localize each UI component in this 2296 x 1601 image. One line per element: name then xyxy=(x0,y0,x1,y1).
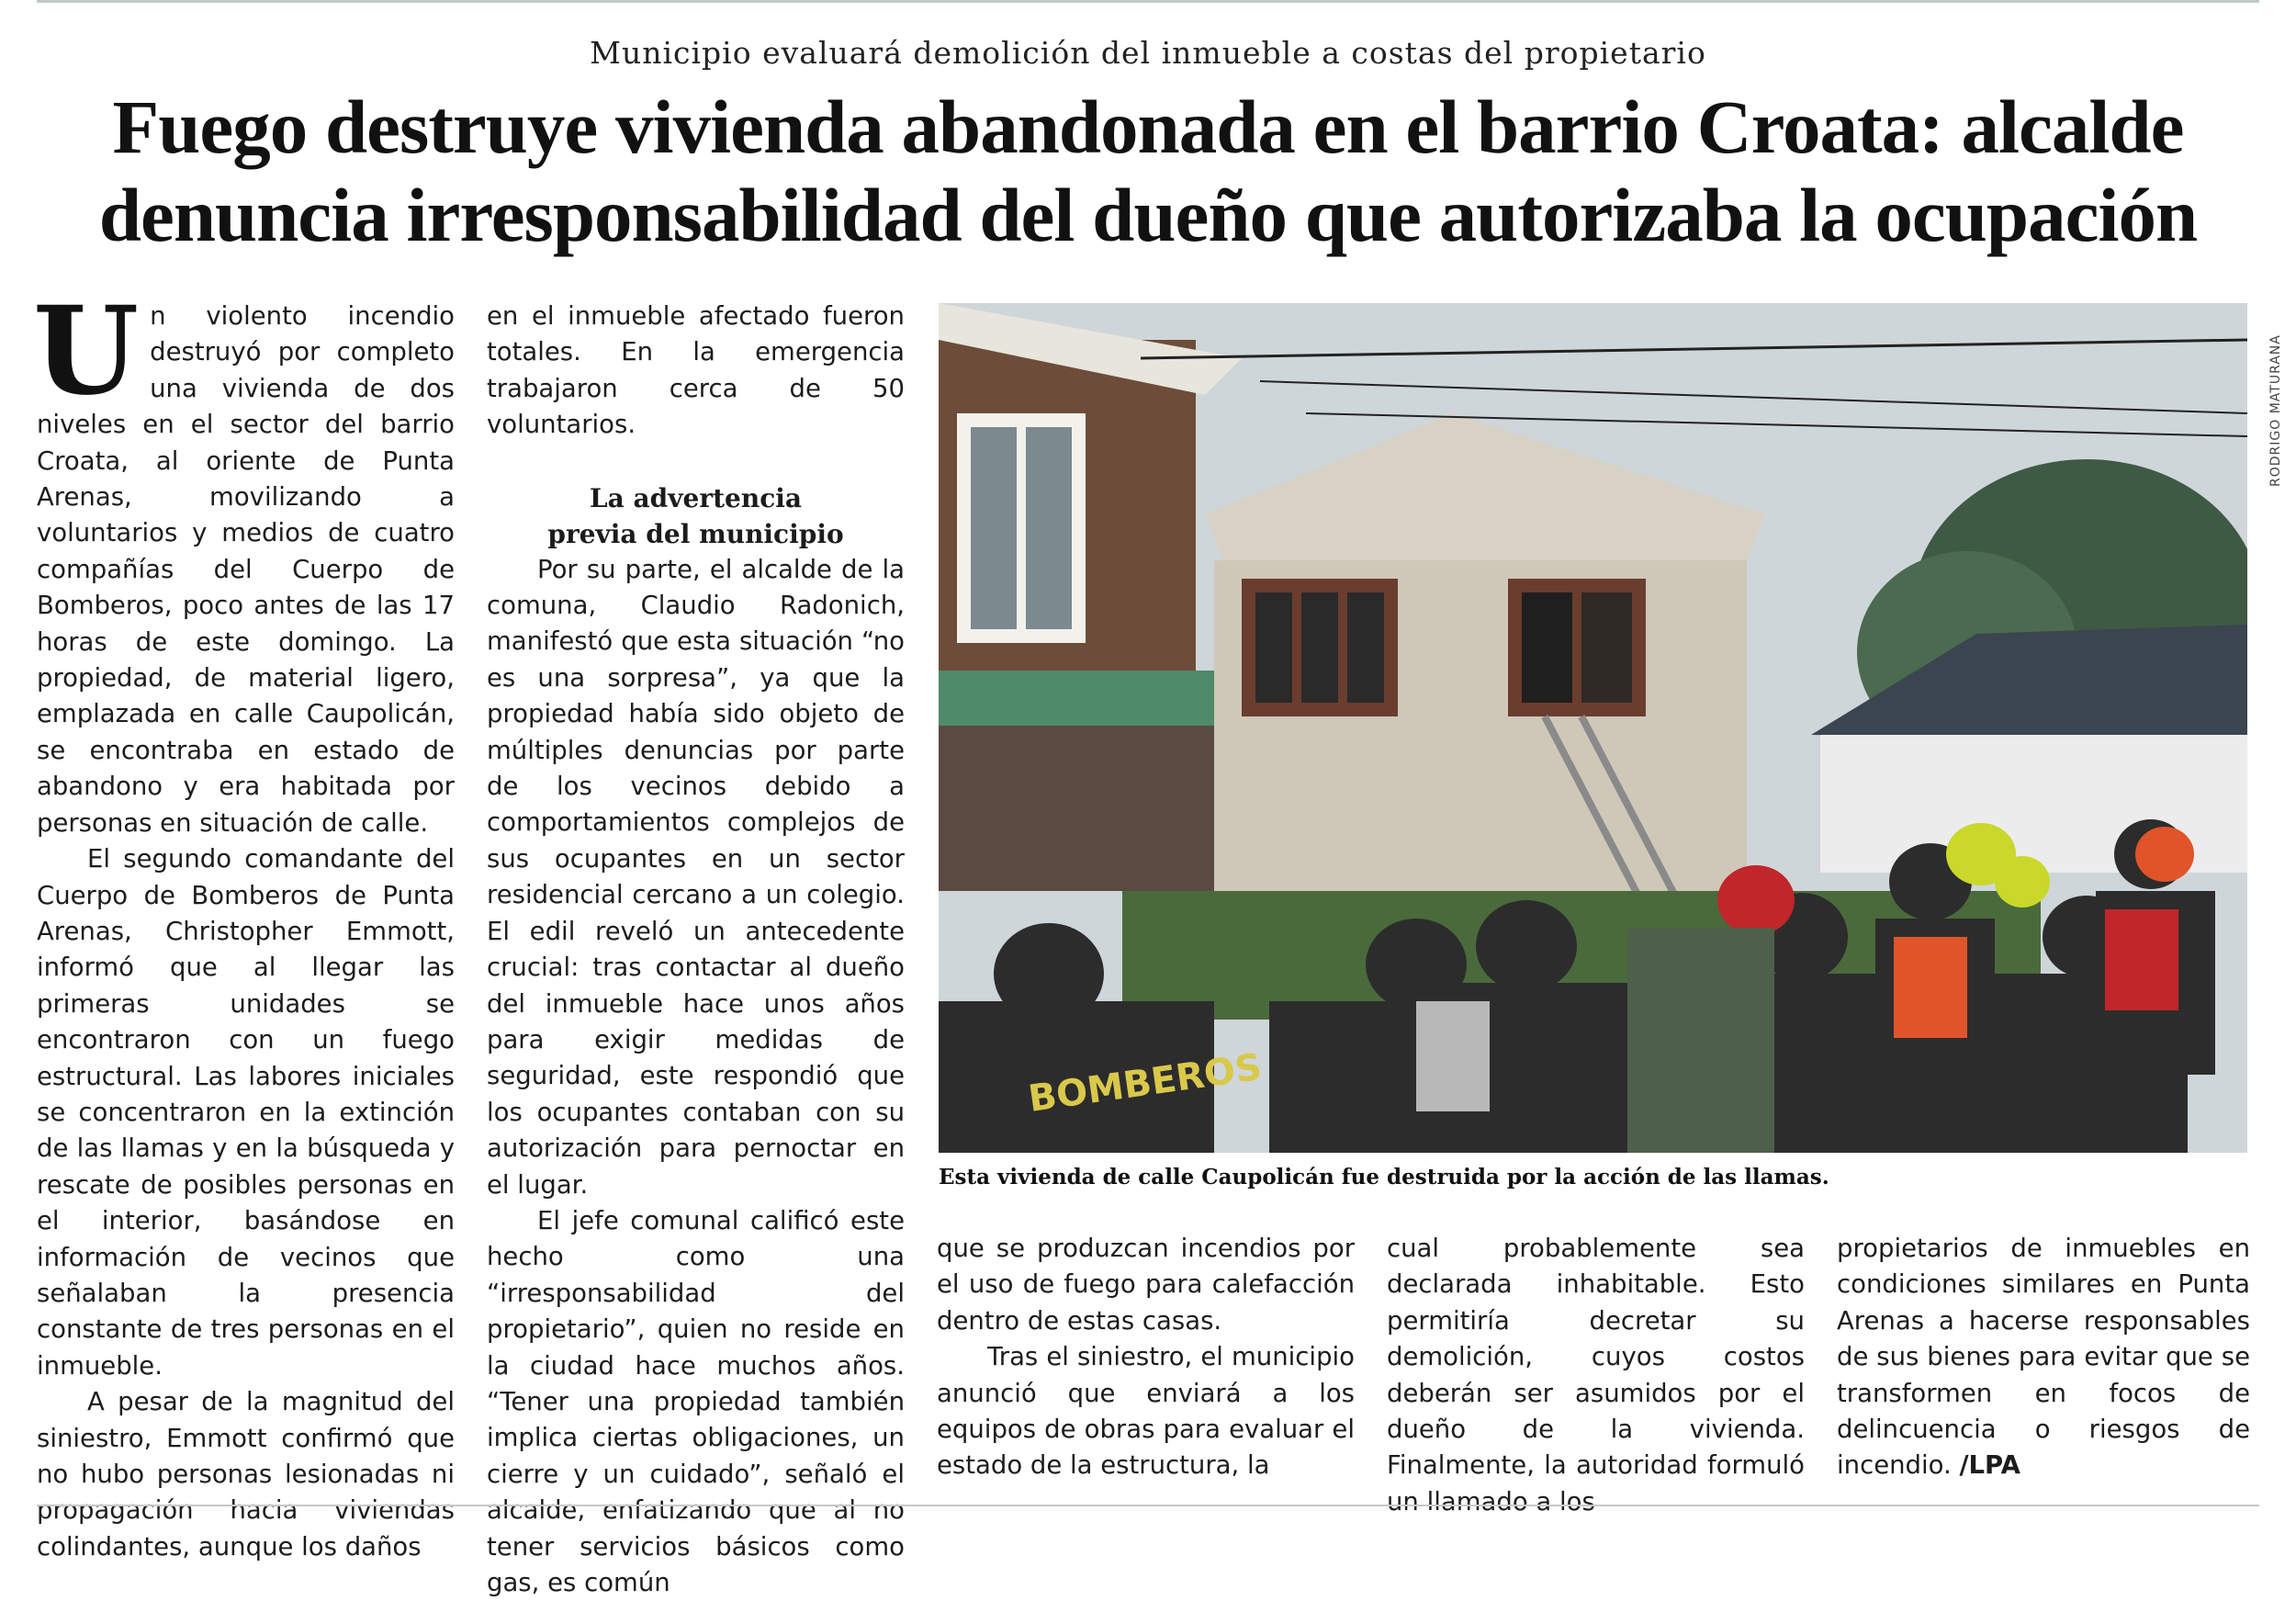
column-2 xyxy=(487,299,905,1601)
paragraph: El jefe comunal calificó este hecho como una “irresponsabilidad del propietario”, quien no reside en la ciudad hace muchos años. “Tener una propiedad también implica ciertas obligaciones, un cierre y un cuidado”, señaló el alcalde, enfatizando que al no tener servicios básicos como gas, es común xyxy=(487,1205,905,1597)
paragraph: en el inmueble afectado fueron totales. En la emergencia trabajaron cerca de 50 voluntarios. xyxy=(487,301,905,440)
article-headline xyxy=(37,83,2259,259)
author-signature: /LPA xyxy=(1959,1450,2020,1481)
paragraph: cual probablemente sea declarada inhabitable. Esto permitiría decretar su demolición, cuyos costos deberán ser asumidos por el dueño de la vivienda. Finalmente, la autoridad formuló un llamado a los xyxy=(1387,1234,1805,1516)
subhead-line-2: previa del municipio xyxy=(547,518,844,549)
section-subhead xyxy=(487,480,905,552)
paragraph xyxy=(33,280,455,841)
column-3 xyxy=(937,1231,1355,1484)
photo-caption: Esta vivienda de calle Caupolicán fue destruida por la acción de las llamas. xyxy=(939,1165,1829,1189)
bottom-rule xyxy=(37,1505,2259,1506)
paragraph-text: n violento incendio destruyó por completo una vivienda de dos niveles en el sector del barrio Croata, al oriente de Punta Arenas, movilizando a voluntarios y medios de cuatro compañías del Cuerpo de Bomberos, poco antes de las 17 horas de este domingo. La propiedad, de material ligero, emplazada en calle Caupolicán, se encontraba en estado de abandono y era habitada por personas en situación de calle. xyxy=(37,301,455,838)
article-kicker: Municipio evaluará demolición del inmueble a costas del propietario xyxy=(590,35,1706,71)
column-1 xyxy=(33,280,455,1565)
photo-credit: RODRIGO MATURANA xyxy=(2268,334,2283,487)
headline-line-2: denuncia irresponsabilidad del dueño que autorizaba la ocupación xyxy=(98,173,2198,257)
paragraph xyxy=(1837,1231,2250,1484)
headline-line-1: Fuego destruye vivienda abandonada en el barrio Croata: alcalde xyxy=(112,85,2184,169)
paragraph: Tras el siniestro, el municipio anunció que enviará a los equipos de obras para evaluar el estado de la estructura, la xyxy=(937,1342,1355,1481)
column-4 xyxy=(1387,1231,1805,1520)
column-5 xyxy=(1837,1231,2250,1484)
subhead-line-1: La advertencia xyxy=(589,482,803,513)
helmet-text: BOMBEROS xyxy=(1025,1045,1265,1121)
paragraph: El segundo comandante del Cuerpo de Bomberos de Punta Arenas, Christopher Emmott, informó que al llegar las primeras unidades se encontraron con un fuego estructural. Las labores iniciales se concentraron en la extinción de las llamas y en la búsqueda y rescate de posibles personas en el interior, basándose en información de vecinos que señalaban la presencia constante de tres personas en el inmueble. xyxy=(37,844,455,1381)
fire-scene-illustration xyxy=(939,303,2247,1153)
drop-cap: U xyxy=(33,280,140,423)
top-rule xyxy=(37,0,2259,8)
paragraph-text: propietarios de inmuebles en condiciones similares en Punta Arenas a hacerse responsables de sus bienes para evitar que se transformen en focos de delincuencia o riesgos de incendio. xyxy=(1837,1234,2250,1481)
paragraph: que se produzcan incendios por el uso de fuego para calefacción dentro de estas casas. xyxy=(937,1234,1355,1336)
paragraph: A pesar de la magnitud del siniestro, Emmott confirmó que no hubo personas lesionadas ni propagación hacia viviendas colindantes, aunque los daños xyxy=(37,1387,455,1562)
paragraph: Por su parte, el alcalde de la comuna, Claudio Radonich, manifestó que esta situación “no es una sorpresa”, ya que la propiedad había sido objeto de múltiples denuncias por parte de los vecinos debido a comportamientos complejos de sus ocupantes en un sector residencial cercano a un colegio. El edil reveló un antecedente crucial: tras contactar al dueño del inmueble hace unos años para exigir medidas de seguridad, este respondió que los ocupantes contaban con su autorización para pernoctar en el lugar. xyxy=(487,554,905,1200)
article-photo xyxy=(939,303,2247,1153)
